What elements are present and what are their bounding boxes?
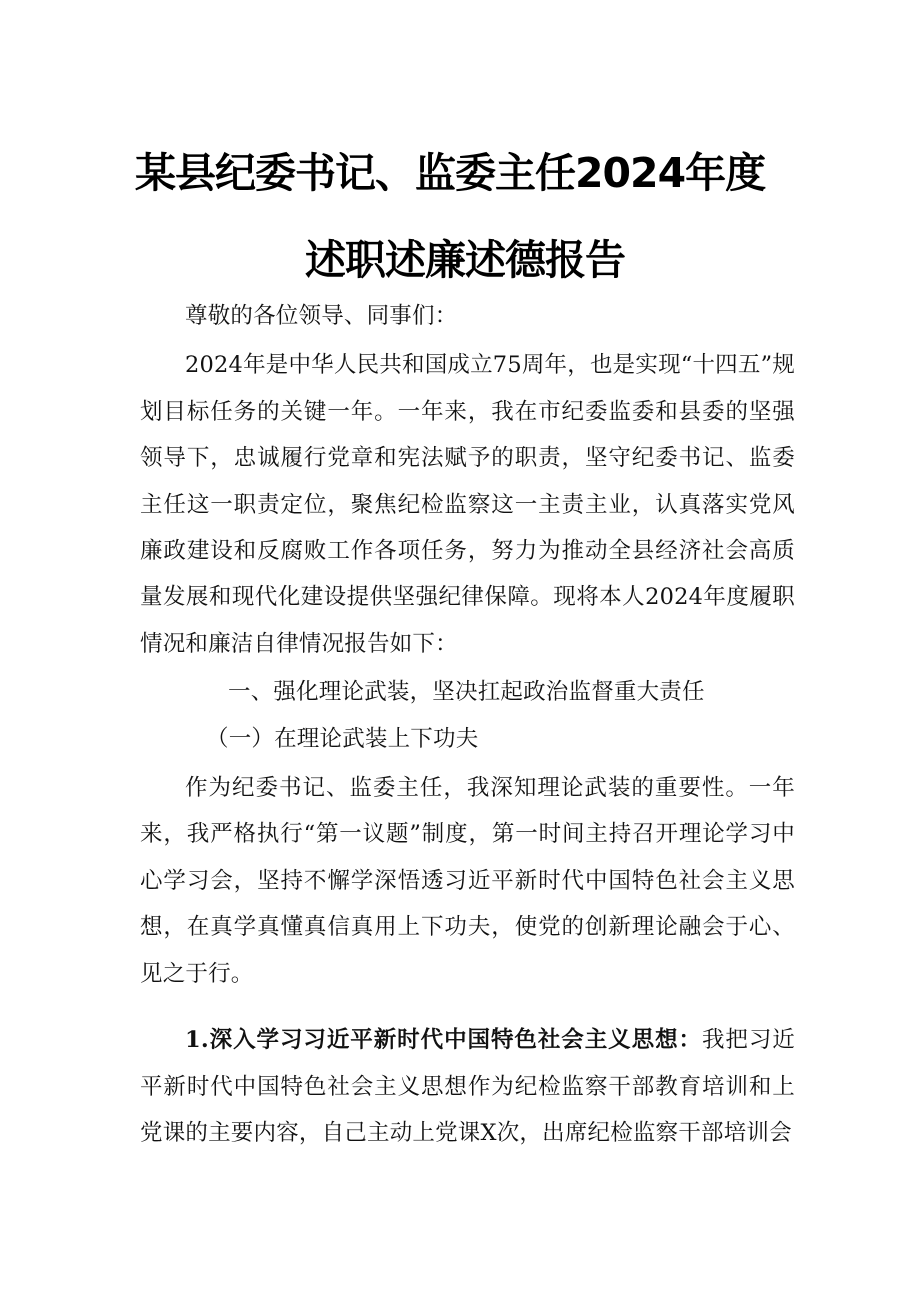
document-body <box>140 293 795 1156</box>
salutation: 尊敬的各位领导、同事们： <box>185 303 458 329</box>
numbered-item-1 <box>140 1017 795 1156</box>
intro-paragraph: 2024年是中华人民共和国成立75周年，也是实现“十四五”规划目标任务的关键一年。一年来，我在市纪委监委和县委的坚强领导下，忠诚履行党章和宪法赋予的职责，坚守纪委书记、监委主任这一职责定位，聚焦纪检监察这一主责主业，认真落实党风廉政建设和反腐败工作各项任务，努力为推动全县经济社会高质量发展和现代化建设提供坚强纪律保障。现将本人2024年度履职情况和廉洁自律情况报告如下： <box>140 352 795 657</box>
numbered-item-1-lead: 1.深入学习习近平新时代中国特色社会主义思想 <box>185 1027 679 1054</box>
numbered-item-1-colon: ： <box>678 1027 702 1054</box>
subsection-heading-1: （一）在理论武装上下功夫 <box>206 725 479 752</box>
numbered-item-1-text: 我把习近平新时代中国特色社会主义思想作为纪检监察干部教育培训和上党课的主要内容，自己主动上党课X次，出席纪检监察干部培训会 <box>140 1027 796 1146</box>
document-title-line-2: 述职述廉述德报告 <box>305 236 625 284</box>
body-paragraph-1: 作为纪委书记、监委主任，我深知理论武装的重要性。一年来，我严格执行“第一议题”制度，第一时间主持召开理论学习中心学习会，坚持不懈学深悟透习近平新时代中国特色社会主义思想，在真学真懂真信真用上下功夫，使党的创新理论融会于心、见之于行。 <box>140 775 795 987</box>
document-title-line-1: 某县纪委书记、监委主任2024年度 <box>135 149 766 197</box>
section-heading-1: 一、强化理论武装，坚决扛起政治监督重大责任 <box>228 679 705 706</box>
